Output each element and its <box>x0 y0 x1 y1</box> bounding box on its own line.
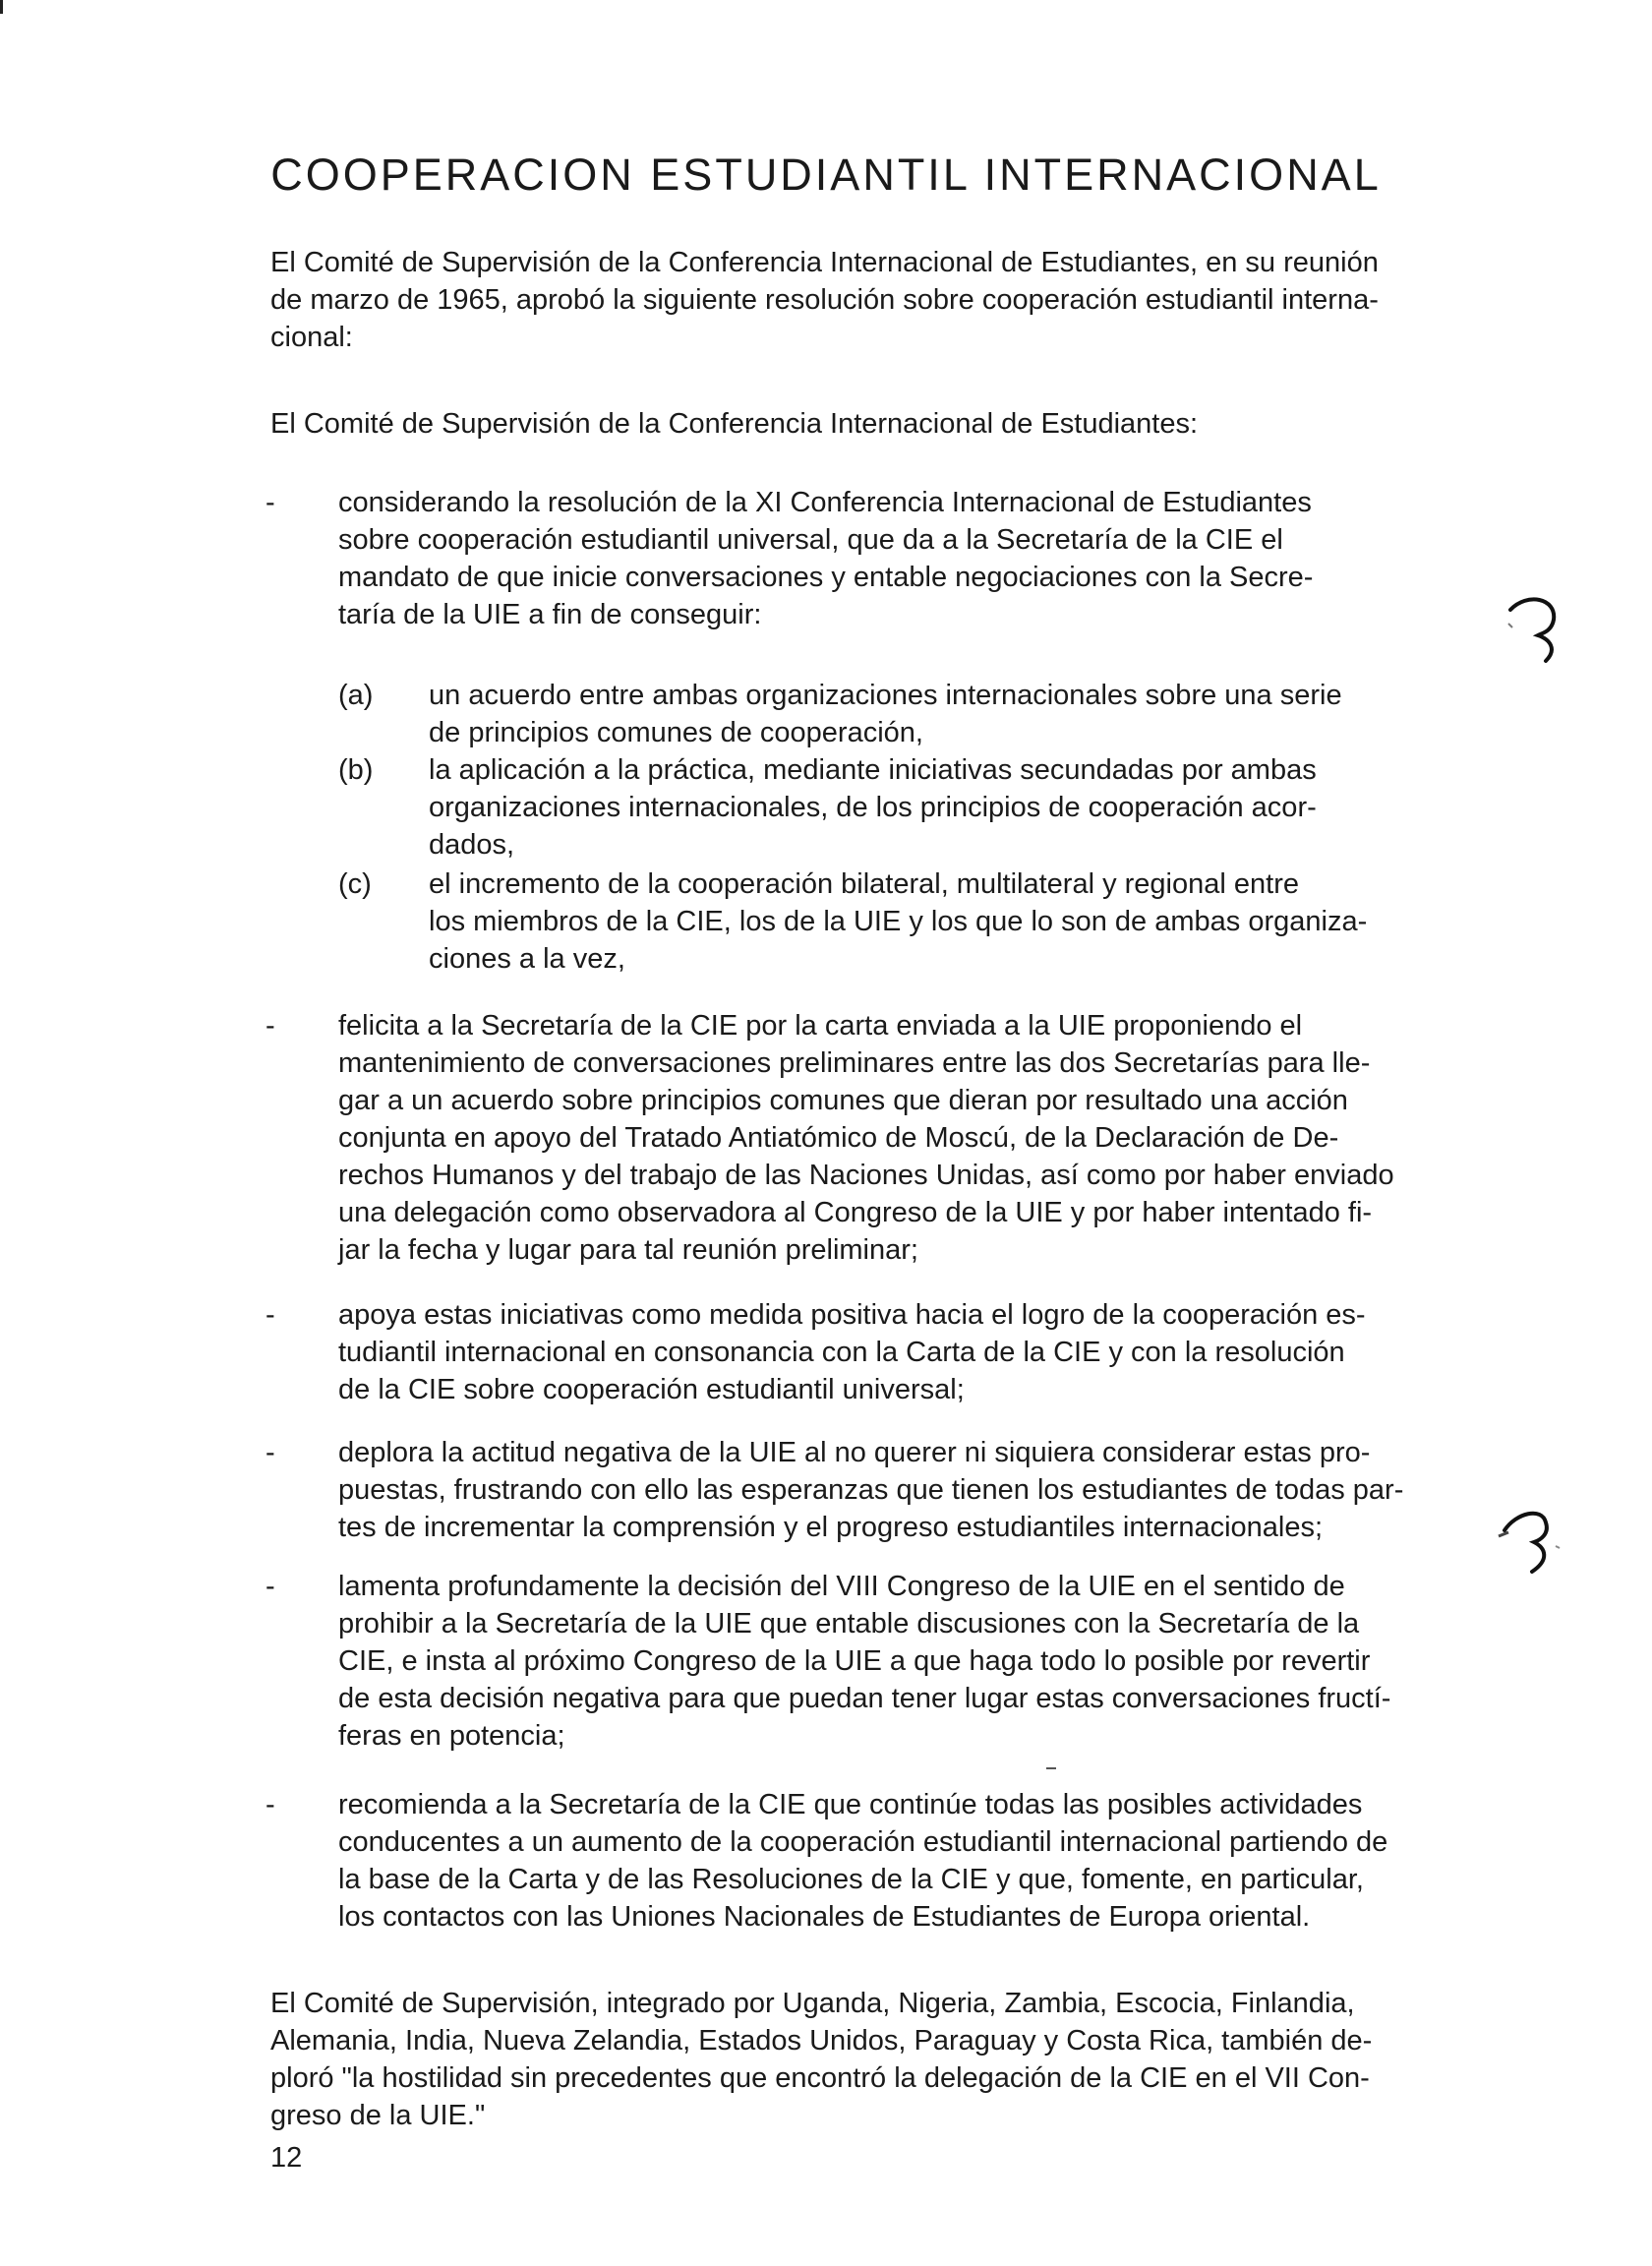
text-line: greso de la UIE." <box>270 2100 486 2131</box>
text-line: mantenimiento de conversaciones preliminares entre las dos Secretarías para lle- <box>338 1047 1371 1079</box>
intro-paragraph <box>270 244 1553 356</box>
stray-mark <box>1046 1767 1056 1769</box>
text-line: El Comité de Supervisión de la Conferencia Internacional de Estudiantes: <box>270 408 1199 440</box>
item-text <box>338 1296 1554 1408</box>
text-line: ciones a la vez, <box>429 943 625 975</box>
text-line: los miembros de la CIE, los de la UIE y los que lo son de ambas organiza- <box>429 906 1368 937</box>
dash-bullet: - <box>266 1010 275 1042</box>
dash-bullet: - <box>266 1789 275 1820</box>
text-line: sobre cooperación estudiantil universal, que da a la Secretaría de la CIE el <box>338 524 1283 556</box>
page-title: COOPERACION ESTUDIANTIL INTERNACIONAL <box>270 149 1382 200</box>
text-line: taría de la UIE a fin de conseguir: <box>338 599 762 630</box>
text-line: dados, <box>429 829 515 861</box>
text-line: El Comité de Supervisión de la Conferencia Internacional de Estudiantes, en su reunión <box>270 247 1379 278</box>
text-line: los contactos con las Uniones Nacionales de Estudiantes de Europa oriental. <box>338 1901 1311 1933</box>
text-line: deplora la actitud negativa de la UIE al no querer ni siquiera considerar estas pro- <box>338 1437 1371 1468</box>
sub-item-text <box>429 751 1510 864</box>
text-line: la base de la Carta y de las Resoluciones de la CIE y que, fomente, en particular, <box>338 1864 1364 1895</box>
page-number: 12 <box>270 2142 303 2174</box>
closing-paragraph <box>270 1985 1553 2134</box>
item-text <box>338 1434 1554 1546</box>
text-line: Alemania, India, Nueva Zelandia, Estados Unidos, Paraguay y Costa Rica, también de- <box>270 2025 1373 2057</box>
text-line: de esta decisión negativa para que puedan tener lugar estas conversaciones fructí- <box>338 1683 1391 1714</box>
text-line: mandato de que inicie conversaciones y entable negociaciones con la Secre- <box>338 562 1314 593</box>
text-line: cional: <box>270 322 353 353</box>
text-line: tes de incrementar la comprensión y el progreso estudiantiles internacionales; <box>338 1512 1324 1543</box>
text-line: organizaciones internacionales, de los principios de cooperación acor- <box>429 792 1317 823</box>
sub-item-text <box>429 677 1510 751</box>
text-line: CIE, e insta al próximo Congreso de la UIE a que haga todo lo posible por revertir <box>338 1645 1371 1677</box>
dash-bullet: - <box>266 487 275 518</box>
sub-item-letter: (a) <box>338 680 374 711</box>
item-text <box>338 1786 1554 1936</box>
text-line: la aplicación a la práctica, mediante iniciativas secundadas por ambas <box>429 754 1317 786</box>
dash-bullet: - <box>266 1299 275 1331</box>
text-line: ploró "la hostilidad sin precedentes que encontró la delegación de la CIE en el VII Con- <box>270 2062 1370 2094</box>
text-line: el incremento de la cooperación bilateral, multilateral y regional entre <box>429 868 1299 900</box>
text-line: de la CIE sobre cooperación estudiantil universal; <box>338 1374 965 1405</box>
handwritten-margin-mark <box>1495 1503 1573 1581</box>
text-line: jar la fecha y lugar para tal reunión preliminar; <box>338 1234 918 1266</box>
sub-item-letter: (b) <box>338 754 374 786</box>
item-text <box>338 1007 1554 1269</box>
item-text <box>338 1568 1554 1755</box>
text-line: conjunta en apoyo del Tratado Antiatómico de Moscú, de la Declaración de De- <box>338 1122 1339 1154</box>
sub-item-text <box>429 865 1510 978</box>
text-line: feras en potencia; <box>338 1720 565 1752</box>
text-line: de principios comunes de cooperación, <box>429 717 923 748</box>
dash-bullet: - <box>266 1571 275 1602</box>
text-line: El Comité de Supervisión, integrado por Uganda, Nigeria, Zambia, Escocia, Finlandia, <box>270 1988 1355 2019</box>
text-line: puestas, frustrando con ello las esperanzas que tienen los estudiantes de todas par- <box>338 1474 1404 1506</box>
text-line: lamenta profundamente la decisión del VIII Congreso de la UIE en el sentido de <box>338 1571 1345 1602</box>
item-text <box>338 484 1554 633</box>
text-line: felicita a la Secretaría de la CIE por la carta enviada a la UIE proponiendo el <box>338 1010 1303 1042</box>
text-line: apoya estas iniciativas como medida positiva hacia el logro de la cooperación es- <box>338 1299 1366 1331</box>
text-line: tudiantil internacional en consonancia con la Carta de la CIE y con la resolución <box>338 1337 1345 1368</box>
lead-paragraph <box>270 405 1553 443</box>
text-line: conducentes a un aumento de la cooperación estudiantil internacional partiendo de <box>338 1826 1388 1858</box>
text-line: una delegación como observadora al Congreso de la UIE y por haber intentado fi- <box>338 1197 1373 1228</box>
text-line: rechos Humanos y del trabajo de las Naciones Unidas, así como por haber enviado <box>338 1160 1394 1191</box>
scan-edge-mark <box>0 0 3 14</box>
handwritten-margin-mark <box>1503 590 1571 669</box>
text-line: recomienda a la Secretaría de la CIE que continúe todas las posibles actividades <box>338 1789 1363 1820</box>
text-line: un acuerdo entre ambas organizaciones internacionales sobre una serie <box>429 680 1342 711</box>
sub-item-letter: (c) <box>338 868 372 900</box>
text-line: prohibir a la Secretaría de la UIE que entable discusiones con la Secretaría de la <box>338 1608 1360 1640</box>
text-line: gar a un acuerdo sobre principios comunes que dieran por resultado una acción <box>338 1085 1348 1116</box>
text-line: de marzo de 1965, aprobó la siguiente resolución sobre cooperación estudiantil interna- <box>270 284 1379 316</box>
dash-bullet: - <box>266 1437 275 1468</box>
text-line: considerando la resolución de la XI Conferencia Internacional de Estudiantes <box>338 487 1312 518</box>
